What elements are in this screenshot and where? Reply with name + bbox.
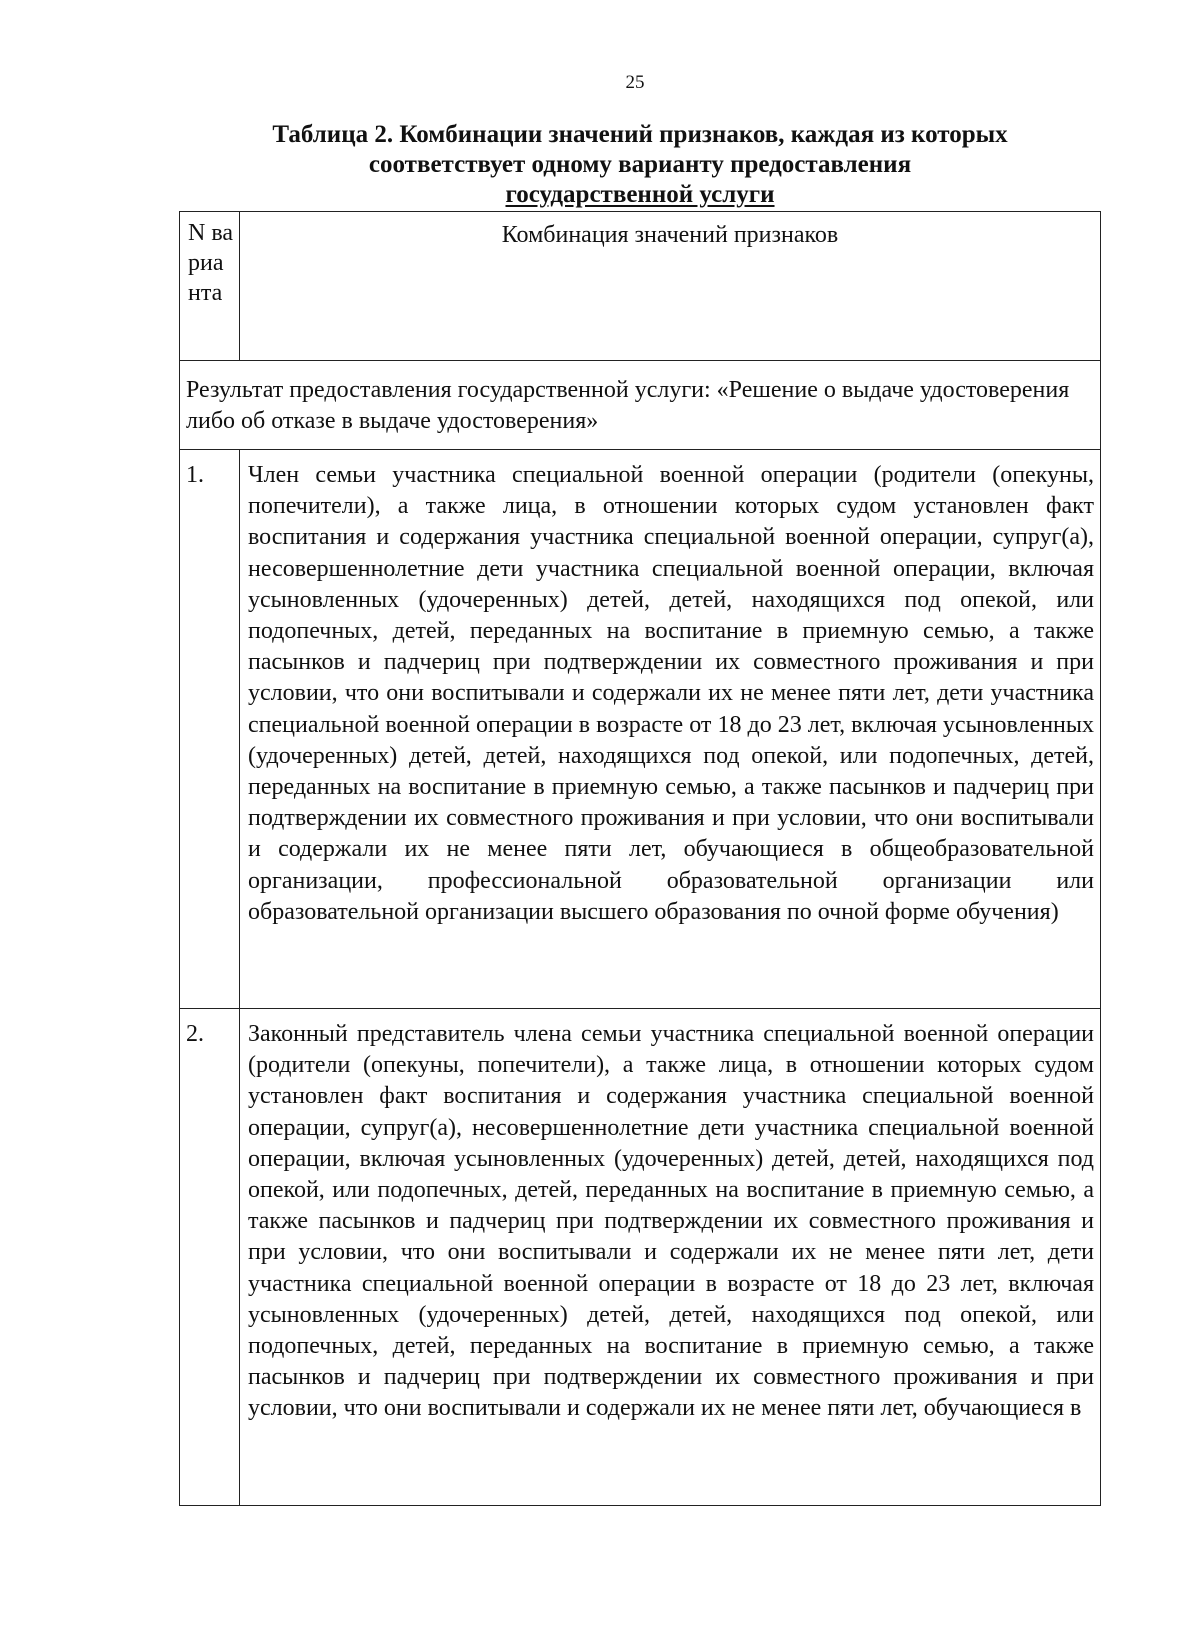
table-title-line-3-text: государственной услуги: [505, 181, 775, 208]
table-header-row: [180, 212, 1101, 361]
variant-number-cell: 1.: [180, 450, 240, 1009]
table-row: [180, 450, 1101, 1009]
table-title: [180, 120, 1100, 210]
variants-table: [179, 211, 1101, 1506]
page-number: 25: [625, 72, 645, 93]
variant-combination-cell: Законный представитель члена семьи участника специальной военной операции (родители (опекуны, попечители), а также лица, в отношении которых судом установлен факт воспитания и содержания участника специальной военной операции, супруг(а), несовершеннолетние дети участника специальной военной операции, включая усыновленных (удочеренных) детей, детей, находящихся под опекой, или подопечных, детей, переданных на воспитание в приемную семью, а также пасынков и падчериц при подтверждении их совместного проживания и при условии, что они воспитывали и содержали их не менее пяти лет, дети участника специальной военной операции в возрасте от 18 до 23 лет, включая усыновленных (удочеренных) детей, детей, находящихся под опекой, или подопечных, детей, переданных на воспитание в приемную семью, а также пасынков и падчериц при подтверждении их совместного проживания и при условии, что они воспитывали и содержали их не менее пяти лет, обучающиеся в: [240, 1009, 1101, 1506]
variant-number-cell: 2.: [180, 1009, 240, 1506]
result-cell: Результат предоставления государственной услуги: «Решение о выдаче удостоверения либо об отказе в выдаче удостоверения»: [180, 361, 1101, 450]
table-title-line-1: Таблица 2. Комбинации значений признаков, каждая из которых: [272, 121, 1008, 148]
header-combination: Комбинация значений признаков: [240, 212, 1101, 361]
header-variant-number-text: N варианта: [188, 220, 233, 306]
table-title-line-3: [180, 180, 1100, 210]
variant-combination-cell: Член семьи участника специальной военной операции (родители (опекуны, попечители), а также лица, в отношении которых судом установлен факт воспитания и содержания участника специальной военной операции, супруг(а), несовершеннолетние дети участника специальной военной операции, включая усыновленных (удочеренных) детей, детей, находящихся под опекой, или подопечных, детей, переданных на воспитание в приемную семью, а также пасынков и падчериц при подтверждении их совместного проживания и при условии, что они воспитывали и содержали их не менее пяти лет, дети участника специальной военной операции в возрасте от 18 до 23 лет, включая усыновленных (удочеренных) детей, детей, находящихся под опекой, или подопечных, детей, переданных на воспитание в приемную семью, а также пасынков и падчериц при подтверждении их совместного проживания и при условии, что они воспитывали и содержали их не менее пяти лет, обучающиеся в общеобразовательной организации, профессиональной образовательной организации или образовательной организации высшего образования по очной форме обучения): [240, 450, 1101, 1009]
table-row: [180, 1009, 1101, 1506]
result-row: [180, 361, 1101, 450]
table-title-line-2: соответствует одному варианту предоставления: [368, 151, 912, 178]
header-variant-number: [180, 212, 240, 361]
